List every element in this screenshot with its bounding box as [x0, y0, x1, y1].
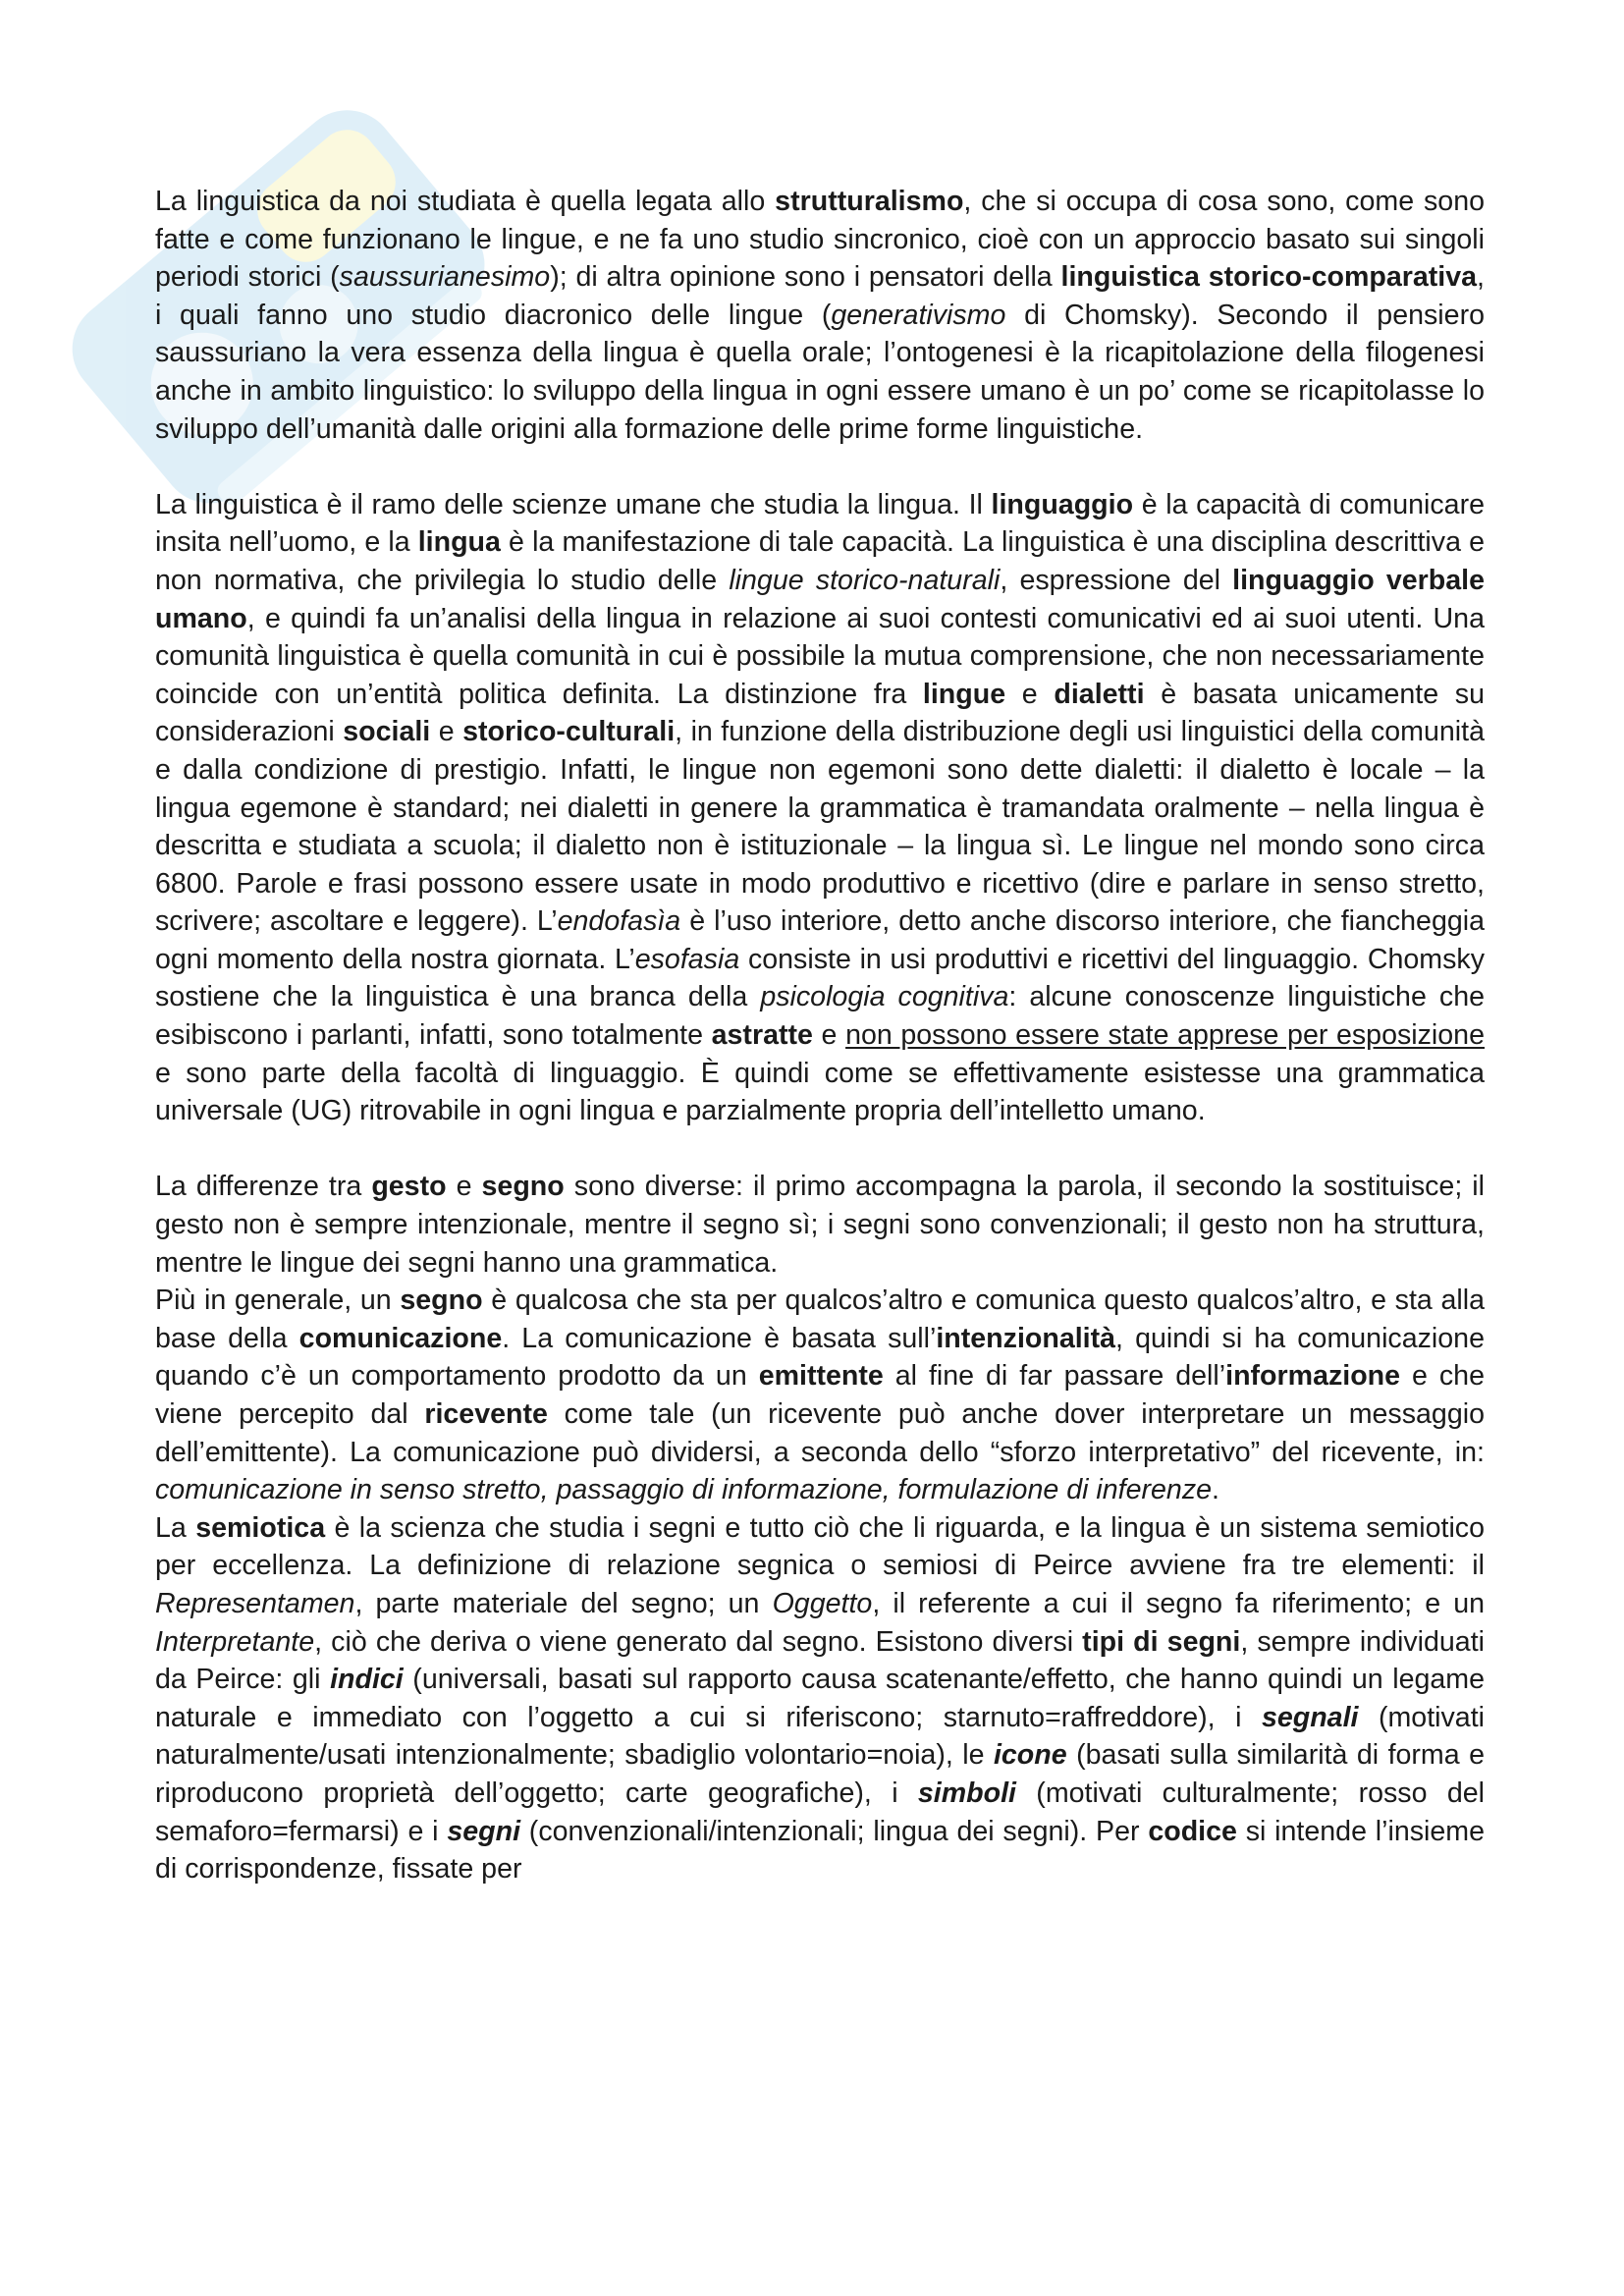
- paragraph-3: La differenze tra gesto e segno sono diverse: il primo accompagna la parola, il secondo la sostituisce; il gesto non è sempre intenzionale, mentre il segno sì; i segni sono convenzionali; il gesto non ha struttura, mentre le lingue dei segni hanno una grammatica.: [155, 1171, 1485, 1279]
- document-body: [155, 183, 1485, 1888]
- paragraph-2: La linguistica è il ramo delle scienze umane che studia la lingua. Il linguaggio è la capacità di comunicare insita nell’uomo, e la lingua è la manifestazione di tale capacità. La linguistica è una disciplina descrittiva e non normativa, che privilegia lo studio delle lingue storico-naturali, espressione del linguaggio verbale umano, e quindi fa un’analisi della lingua in relazione ai suoi contesti comunicativi ed ai suoi utenti. Una comunità linguistica è quella comunità in cui è possibile la mutua comprensione, che non necessariamente coincide con un’entità politica definita. La distinzione fra lingue e dialetti è basata unicamente su considerazioni sociali e storico-culturali, in funzione della distribuzione degli usi linguistici della comunità e dalla condizione di prestigio. Infatti, le lingue non egemoni sono dette dialetti: il dialetto è locale – la lingua egemone è standard; nei dialetti in genere la grammatica è tramandata oralmente – nella lingua è descritta e studiata a scuola; il dialetto non è istituzionale – la lingua sì. Le lingue nel mondo sono circa 6800. Parole e frasi possono essere usate in modo produttivo e ricettivo (dire e parlare in senso stretto, scrivere; ascoltare e leggere). L’endofasìa è l’uso interiore, detto anche discorso interiore, che fiancheggia ogni momento della nostra giornata. L’esofasia consiste in usi produttivi e ricettivi del linguaggio. Chomsky sostiene che la linguistica è una branca della psicologia cognitiva: alcune conoscenze linguistiche che esibiscono i parlanti, infatti, sono totalmente astratte e non possono essere state apprese per esposizione e sono parte della facoltà di linguaggio. È quindi come se effettivamente esistesse una grammatica universale (UG) ritrovabile in ogni lingua e parzialmente propria dell’intelletto umano.: [155, 488, 1486, 1127]
- paragraph-4: Più in generale, un segno è qualcosa che sta per qualcos’altro e comunica questo qualcos’altro, e sta alla base della comunicazione. La comunicazione è basata sull’intenzionalità, quindi si ha comunicazione quando c’è un comportamento prodotto da un emittente al fine di far passare dell’informazione e che viene percepito dal ricevente come tale (un ricevente può anche dover interpretare un messaggio dell’emittente). La comunicazione può dividersi, a seconda dello “sforzo interpretativo” del ricevente, in: comunicazione in senso stretto, passaggio di informazione, formulazione di inferenze.: [155, 1285, 1486, 1506]
- paragraph-1: La linguistica da noi studiata è quella legata allo strutturalismo, che si occupa di cosa sono, come sono fatte e come funzionano le lingue, e ne fa uno studio sincronico, cioè con un approccio basato sui singoli periodi storici (saussurianesimo); di altra opinione sono i pensatori della linguistica storico-comparativa, i quali fanno uno studio diacronico delle lingue (generativismo di Chomsky). Secondo il pensiero saussuriano la vera essenza della lingua è quella orale; l’ontogenesi è la ricapitolazione della filogenesi anche in ambito linguistico: lo sviluppo della lingua in ogni essere umano è un po’ come se ricapitolasse lo sviluppo dell’umanità dalle origini alla formazione delle prime forme linguistiche.: [155, 186, 1486, 445]
- paragraph-5: La semiotica è la scienza che studia i segni e tutto ciò che li riguarda, e la lingua è un sistema semiotico per eccellenza. La definizione di relazione segnica o semiosi di Peirce avviene fra tre elementi: il Representamen, parte materiale del segno; un Oggetto, il referente a cui il segno fa riferimento; e un Interpretante, ciò che deriva o viene generato dal segno. Esistono diversi tipi di segni, sempre individuati da Peirce: gli indici (universali, basati sul rapporto causa scatenante/effetto, che hanno quindi un legame naturale e immediato con l’oggetto a cui si riferiscono; starnuto=raffreddore), i segnali (motivati naturalmente/usati intenzionalmente; sbadiglio volontario=noia), le icone (basati sulla similarità di forma e riproducono proprietà dell’oggetto; carte geografiche), i simboli (motivati culturalmente; rosso del semaforo=fermarsi) e i segni (convenzionali/intenzionali; lingua dei segni). Per codice si intende l’insieme di corrispondenze, fissate per: [155, 1511, 1486, 1886]
